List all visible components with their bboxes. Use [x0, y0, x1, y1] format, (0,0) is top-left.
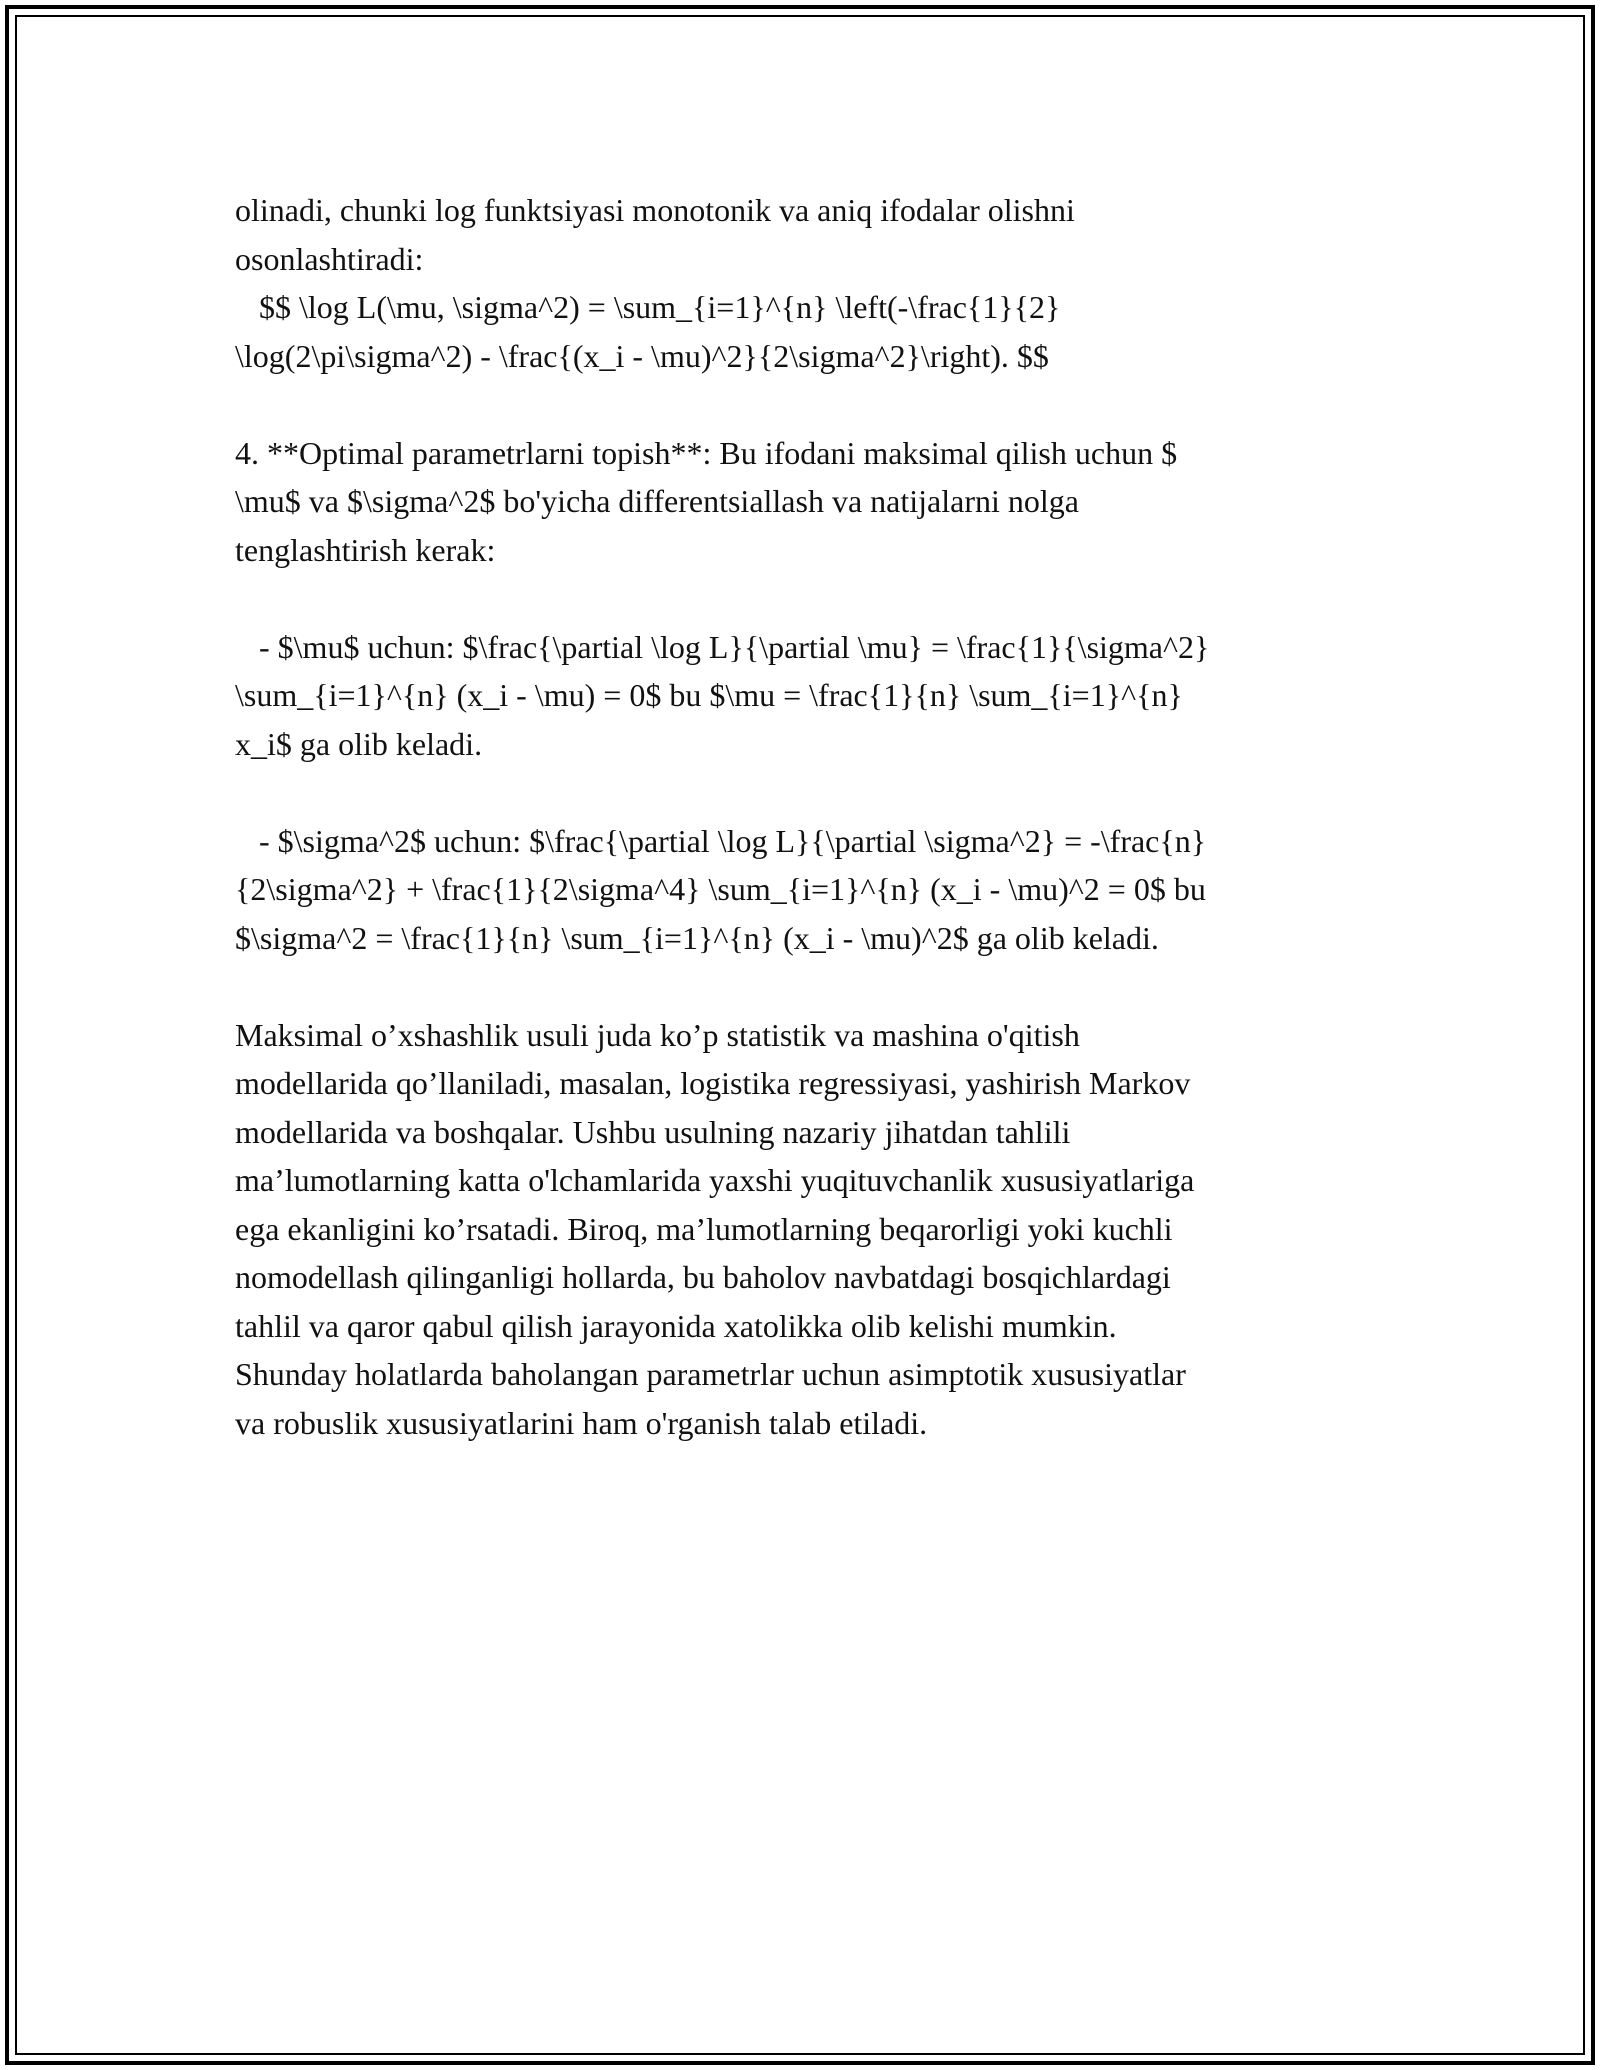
text-line: modellarida qo’llaniladi, masalan, logistika regressiyasi, yashirish Markov — [235, 1065, 1191, 1101]
text-line: va robuslik xususiyatlarini ham o'rganish talab etiladi. — [235, 1404, 928, 1441]
paragraph-spacer — [235, 768, 1375, 817]
formula-line: \log(2\pi\sigma^2) - \frac{(x_i - \mu)^2}{2\sigma^2}\right). $$ — [235, 337, 1049, 374]
mu-derivative-paragraph — [235, 623, 1375, 769]
formula-line: \sum_{i=1}^{n} (x_i - \mu) = 0$ bu $\mu = \frac{1}{n} \sum_{i=1}^{n} — [235, 677, 1183, 713]
text-line: olinadi, chunki log funktsiyasi monotonik va aniq ifodalar olishni — [235, 192, 1075, 228]
text-line: nomodellash qilinganligi hollarda, bu baholov navbatdagi bosqichlardagi — [235, 1259, 1171, 1295]
sigma-derivative-paragraph — [235, 817, 1375, 963]
intro-paragraph — [235, 186, 1375, 380]
text-line: 4. **Optimal parametrlarni topish**: Bu ifodani maksimal qilish uchun $ — [235, 434, 1178, 471]
text-line: ma’lumotlarning katta o'lchamlarida yaxshi yuqituvchanlik xususiyatlariga — [235, 1162, 1195, 1198]
formula-line: - $\sigma^2$ uchun: $\frac{\partial \log L}{\partial \sigma^2} = -\frac{n} — [235, 822, 1207, 859]
step-4-paragraph — [235, 429, 1375, 575]
text-line: \mu$ va $\sigma^2$ bo'yicha differentsiallash va natijalarni nolga — [235, 483, 1079, 519]
text-line: Maksimal o’xshashlik usuli juda ko’p statistik va mashina o'qitish — [235, 1016, 1080, 1053]
text-line: osonlashtiradi: — [235, 240, 424, 277]
text-line: ega ekanligini ko’rsatadi. Biroq, ma’lumotlarning beqarorligi yoki kuchli — [235, 1210, 1173, 1247]
formula-line: x_i$ ga olib keladi. — [235, 725, 483, 762]
text-line: tahlil va qaror qabul qilish jarayonida xatolikka olib kelishi mumkin. — [235, 1307, 1117, 1344]
formula-line: - $\mu$ uchun: $\frac{\partial \log L}{\partial \mu} = \frac{1}{\sigma^2} — [235, 628, 1210, 665]
text-line: Shunday holatlarda baholangan parametrlar uchun asimptotik xususiyatlar — [235, 1356, 1186, 1392]
text-line: tenglashtirish kerak: — [235, 531, 496, 568]
document-body — [235, 186, 1375, 1447]
paragraph-spacer — [235, 380, 1375, 429]
paragraph-spacer — [235, 574, 1375, 623]
conclusion-paragraph — [235, 1011, 1375, 1448]
formula-line: $$ \log L(\mu, \sigma^2) = \sum_{i=1}^{n} \left(-\frac{1}{2} — [235, 289, 1061, 325]
text-line: modellarida va boshqalar. Ushbu usulning nazariy jihatdan tahlili — [235, 1113, 1071, 1150]
formula-line: $\sigma^2 = \frac{1}{n} \sum_{i=1}^{n} (x_i - \mu)^2$ ga olib keladi. — [235, 919, 1159, 956]
paragraph-spacer — [235, 962, 1375, 1011]
formula-line: {2\sigma^2} + \frac{1}{2\sigma^4} \sum_{i=1}^{n} (x_i - \mu)^2 = 0$ bu — [235, 871, 1206, 907]
